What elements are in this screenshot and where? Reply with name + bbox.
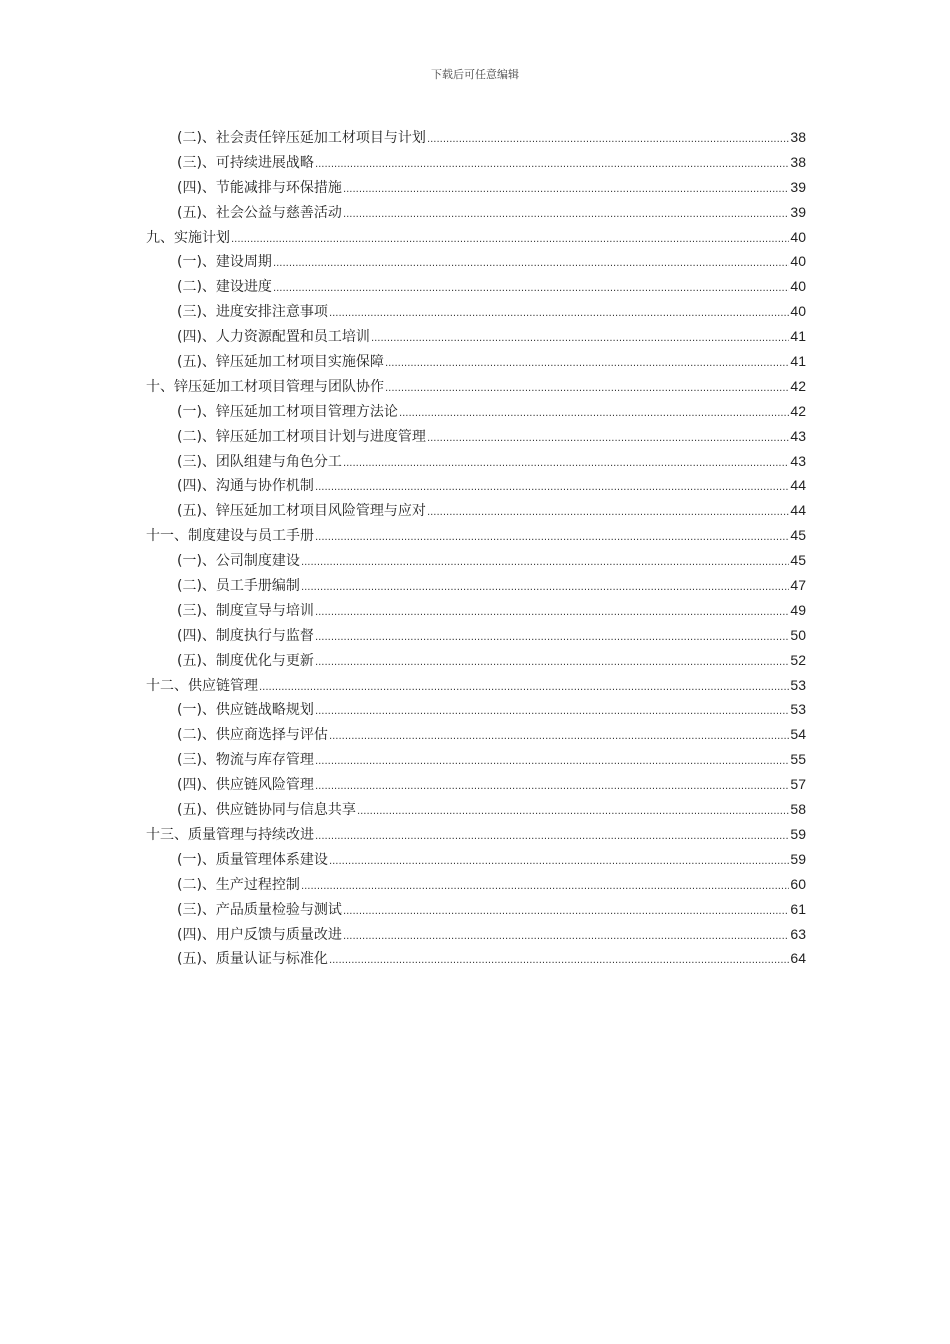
toc-page-number: 53 <box>790 676 806 693</box>
toc-entry-title: (二)、供应商选择与评估 <box>177 727 328 744</box>
toc-entry-title: (四)、节能减排与环保措施 <box>177 179 342 196</box>
toc-section-entry[interactable] <box>146 697 806 722</box>
toc-entry-title: 十二、供应链管理 <box>146 677 258 694</box>
toc-entry-title: (一)、锌压延加工材项目管理方法论 <box>177 403 398 420</box>
toc-page-number: 58 <box>790 801 806 818</box>
toc-dot-leader <box>315 775 789 800</box>
toc-section-entry[interactable] <box>146 424 806 449</box>
toc-page-number: 45 <box>790 527 806 544</box>
toc-entry-title: (五)、质量认证与标准化 <box>177 951 328 968</box>
toc-dot-leader <box>315 750 789 775</box>
toc-page-number: 57 <box>790 776 806 793</box>
toc-entry-title: 十、锌压延加工材项目管理与团队协作 <box>146 378 384 395</box>
toc-dot-leader <box>259 676 789 701</box>
toc-page-number: 60 <box>790 875 806 892</box>
toc-section-entry[interactable] <box>146 872 806 897</box>
toc-dot-leader <box>329 302 789 327</box>
toc-chapter-entry[interactable] <box>146 523 806 548</box>
toc-dot-leader <box>343 203 789 228</box>
toc-section-entry[interactable] <box>146 125 806 150</box>
toc-dot-leader <box>399 402 789 427</box>
toc-page-number: 59 <box>790 850 806 867</box>
toc-section-entry[interactable] <box>146 797 806 822</box>
toc-dot-leader <box>315 601 789 626</box>
toc-entry-title: (一)、公司制度建设 <box>177 553 300 570</box>
toc-page-number: 45 <box>790 552 806 569</box>
toc-entry-title: (三)、进度安排注意事项 <box>177 304 328 321</box>
toc-entry-title: 十三、质量管理与持续改进 <box>146 826 314 843</box>
toc-entry-title: (二)、员工手册编制 <box>177 578 300 595</box>
toc-chapter-entry[interactable] <box>146 673 806 698</box>
toc-section-entry[interactable] <box>146 897 806 922</box>
toc-dot-leader <box>315 476 789 501</box>
toc-page-number: 42 <box>790 377 806 394</box>
toc-entry-title: (四)、沟通与协作机制 <box>177 478 314 495</box>
toc-dot-leader <box>343 925 789 950</box>
toc-dot-leader <box>427 501 789 526</box>
toc-dot-leader <box>315 526 789 551</box>
toc-section-entry[interactable] <box>146 249 806 274</box>
toc-section-entry[interactable] <box>146 449 806 474</box>
toc-page-number: 42 <box>790 402 806 419</box>
toc-page-number: 44 <box>790 477 806 494</box>
toc-entry-title: (二)、锌压延加工材项目计划与进度管理 <box>177 428 426 445</box>
toc-page-number: 55 <box>790 751 806 768</box>
table-of-contents <box>146 125 806 971</box>
toc-dot-leader <box>427 128 789 153</box>
toc-entry-title: (四)、人力资源配置和员工培训 <box>177 329 370 346</box>
toc-entry-title: (四)、制度执行与监督 <box>177 627 314 644</box>
toc-section-entry[interactable] <box>146 648 806 673</box>
toc-section-entry[interactable] <box>146 200 806 225</box>
toc-dot-leader <box>315 700 789 725</box>
toc-entry-title: (二)、建设进度 <box>177 279 272 296</box>
toc-entry-title: (五)、供应链协同与信息共享 <box>177 802 356 819</box>
toc-dot-leader <box>329 949 789 974</box>
toc-section-entry[interactable] <box>146 150 806 175</box>
toc-dot-leader <box>301 875 789 900</box>
toc-page-number: 44 <box>790 502 806 519</box>
toc-dot-leader <box>343 452 789 477</box>
toc-page-number: 41 <box>790 353 806 370</box>
toc-entry-title: (三)、可持续进展战略 <box>177 154 314 171</box>
page-header: 下载后可任意编辑 <box>431 68 519 81</box>
toc-chapter-entry[interactable] <box>146 374 806 399</box>
toc-dot-leader <box>315 153 789 178</box>
toc-entry-title: (一)、供应链战略规划 <box>177 702 314 719</box>
toc-page-number: 52 <box>790 651 806 668</box>
toc-page-number: 43 <box>790 452 806 469</box>
toc-page-number: 39 <box>790 203 806 220</box>
toc-page-number: 54 <box>790 726 806 743</box>
toc-dot-leader <box>329 850 789 875</box>
toc-page-number: 40 <box>790 253 806 270</box>
toc-section-entry[interactable] <box>146 299 806 324</box>
toc-entry-title: (三)、制度宣导与培训 <box>177 602 314 619</box>
toc-page-number: 40 <box>790 228 806 245</box>
toc-entry-title: (五)、锌压延加工材项目风险管理与应对 <box>177 503 426 520</box>
toc-entry-title: (三)、产品质量检验与测试 <box>177 901 342 918</box>
toc-dot-leader <box>273 277 789 302</box>
toc-dot-leader <box>371 327 789 352</box>
toc-section-entry[interactable] <box>146 324 806 349</box>
toc-entry-title: (一)、质量管理体系建设 <box>177 851 328 868</box>
toc-section-entry[interactable] <box>146 498 806 523</box>
toc-section-entry[interactable] <box>146 573 806 598</box>
toc-section-entry[interactable] <box>146 548 806 573</box>
toc-page-number: 40 <box>790 303 806 320</box>
toc-page-number: 39 <box>790 178 806 195</box>
toc-section-entry[interactable] <box>146 847 806 872</box>
toc-dot-leader <box>343 178 789 203</box>
toc-section-entry[interactable] <box>146 946 806 971</box>
toc-page-number: 61 <box>790 900 806 917</box>
toc-section-entry[interactable] <box>146 772 806 797</box>
toc-dot-leader <box>343 900 789 925</box>
toc-chapter-entry[interactable] <box>146 225 806 250</box>
toc-dot-leader <box>329 725 789 750</box>
toc-page-number: 40 <box>790 278 806 295</box>
toc-page-number: 64 <box>790 950 806 967</box>
toc-page-number: 47 <box>790 577 806 594</box>
toc-page-number: 41 <box>790 328 806 345</box>
toc-entry-title: (一)、建设周期 <box>177 254 272 271</box>
toc-section-entry[interactable] <box>146 598 806 623</box>
toc-dot-leader <box>315 825 789 850</box>
toc-page-number: 50 <box>790 626 806 643</box>
toc-dot-leader <box>315 651 789 676</box>
toc-dot-leader <box>315 626 789 651</box>
toc-section-entry[interactable] <box>146 349 806 374</box>
toc-section-entry[interactable] <box>146 399 806 424</box>
toc-section-entry[interactable] <box>146 623 806 648</box>
toc-page-number: 59 <box>790 825 806 842</box>
toc-page-number: 63 <box>790 925 806 942</box>
toc-section-entry[interactable] <box>146 274 806 299</box>
toc-page-number: 38 <box>790 153 806 170</box>
toc-section-entry[interactable] <box>146 922 806 947</box>
toc-dot-leader <box>385 377 789 402</box>
toc-page-number: 38 <box>790 129 806 145</box>
toc-dot-leader <box>427 427 789 452</box>
toc-dot-leader <box>301 551 789 576</box>
toc-chapter-entry[interactable] <box>146 822 806 847</box>
toc-section-entry[interactable] <box>146 722 806 747</box>
toc-entry-title: (五)、社会公益与慈善活动 <box>177 204 342 221</box>
toc-entry-title: (二)、社会责任锌压延加工材项目与计划 <box>177 130 426 146</box>
toc-entry-title: (二)、生产过程控制 <box>177 876 300 893</box>
toc-page-number: 43 <box>790 427 806 444</box>
toc-entry-title: (五)、锌压延加工材项目实施保障 <box>177 354 384 371</box>
toc-dot-leader <box>301 576 789 601</box>
toc-page-number: 49 <box>790 601 806 618</box>
toc-entry-title: (三)、团队组建与角色分工 <box>177 453 342 470</box>
toc-dot-leader <box>231 228 789 253</box>
toc-section-entry[interactable] <box>146 747 806 772</box>
toc-dot-leader <box>273 252 789 277</box>
toc-entry-title: 十一、制度建设与员工手册 <box>146 528 314 545</box>
toc-dot-leader <box>385 352 789 377</box>
toc-section-entry[interactable] <box>146 473 806 498</box>
toc-entry-title: (五)、制度优化与更新 <box>177 652 314 669</box>
toc-entry-title: (四)、供应链风险管理 <box>177 777 314 794</box>
toc-entry-title: 九、实施计划 <box>146 229 230 246</box>
toc-page-number: 53 <box>790 701 806 718</box>
toc-entry-title: (四)、用户反馈与质量改进 <box>177 926 342 943</box>
toc-entry-title: (三)、物流与库存管理 <box>177 752 314 769</box>
toc-dot-leader <box>357 800 789 825</box>
toc-section-entry[interactable] <box>146 175 806 200</box>
